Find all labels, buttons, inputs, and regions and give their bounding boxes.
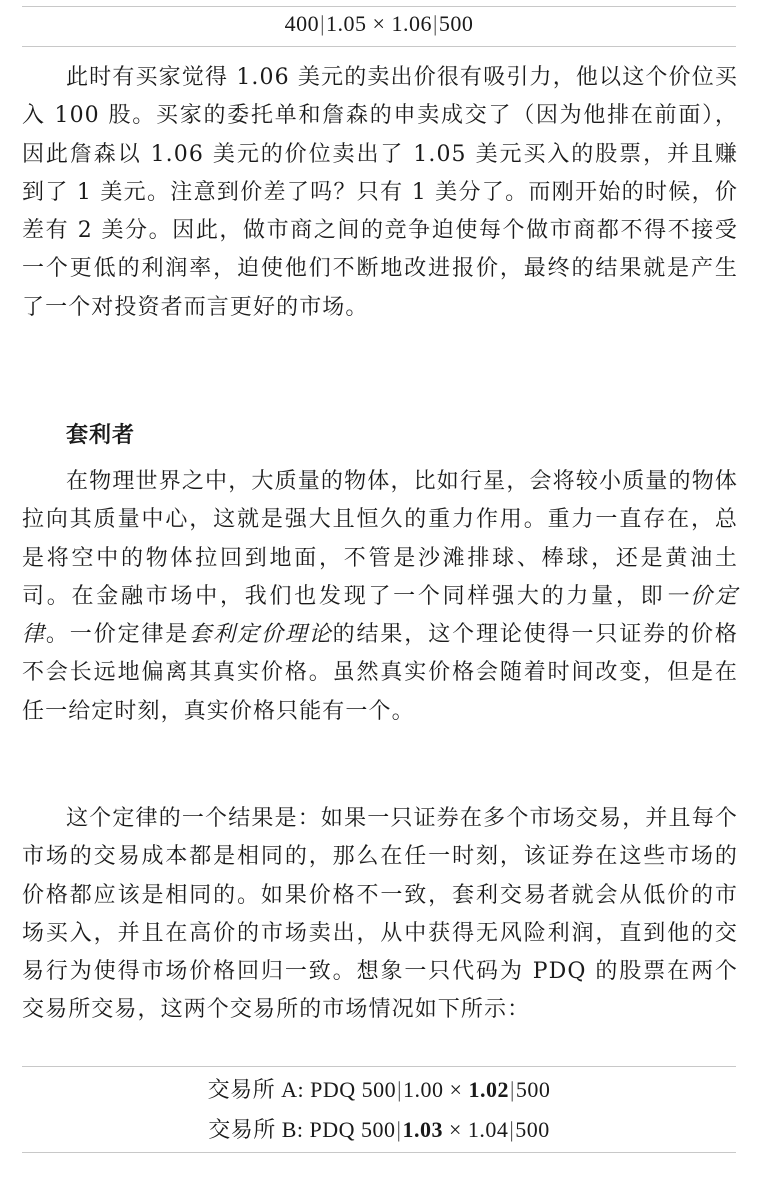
exchange-rule-bottom [22, 1152, 736, 1153]
exchange-rule-top [22, 1066, 736, 1067]
exchange-b-bid: 1.03 [402, 1117, 443, 1142]
paragraph-2-part-3: 的结果，这个理论使得一只证券的价格不会长远地偏离其真实价格。虽然真实价格会随着时间改变，但是在任一给定时刻，真实价格只能有一个。 [22, 622, 738, 724]
exchange-a-quote: 交易所 A: PDQ 500|1.00 × 1.02|500 [207, 1077, 551, 1102]
paragraph-2 [22, 463, 738, 731]
exchange-a-label: 交易所 A: PDQ 500 [207, 1077, 397, 1102]
exchange-a-times: × [449, 1077, 463, 1102]
top-quote-bid-size: 400 [284, 11, 320, 36]
exchange-b-ask-size: 500 [515, 1117, 550, 1142]
paragraph-3: 这个定律的一个结果是：如果一只证券在多个市场交易，并且每个市场的交易成本都是相同的，那么在任一时刻，该证券在这些市场的价格都应该是相同的。如果价格不一致，套利交易者就会从低价的市场买入，并且在高价的市场卖出，从中获得无风险利润，直到他的交易行为使得市场价格回归一致。想象一只代码为 PDQ 的股票在两个交易所交易，这两个交易所的市场情况如下所示： [22, 806, 738, 1023]
top-rule [22, 6, 736, 7]
exchange-b-label: 交易所 B: PDQ 500 [208, 1117, 396, 1142]
paragraph-1: 此时有买家觉得 1.06 美元的卖出价很有吸引力，他以这个价位买入 100 股。买家的委托单和詹森的申卖成交了（因为他排在前面），因此詹森以 1.06 美元的价位卖出了 1.05 美元买入的股票，并且赚到了 1 美元。注意到价差了吗？只有 1 美分了。而刚开始的时候，价差有 2 美分。因此，做市商之间的竞争迫使每个做市商都不得不接受一个更低的利润率，迫使他们不断地改进报价，最终的结果就是产生了一个对投资者而言更好的市场。 [22, 65, 738, 320]
exchange-a-bid: 1.00 [403, 1077, 444, 1102]
exchange-a-ask-size: 500 [515, 1077, 551, 1102]
top-quote: 400|1.05 × 1.06|500 [284, 11, 474, 36]
exchange-a-ask: 1.02 [468, 1077, 509, 1102]
top-quote-spread: 1.05 × 1.06 [326, 11, 432, 36]
term-arbitrage-pricing-theory: 套利定价理论 [189, 622, 333, 648]
exchange-b-times: × [448, 1117, 462, 1142]
exchange-b-quote: 交易所 B: PDQ 500|1.03 × 1.04|500 [208, 1117, 550, 1142]
paragraph-2-part-2: 。一价定律是 [45, 622, 190, 648]
top-rule-bottom [22, 46, 736, 47]
top-quote-ask-size: 500 [438, 11, 474, 36]
section-heading: 套利者 [66, 422, 136, 448]
exchange-b-ask: 1.04 [467, 1117, 509, 1142]
term-law-of-one-price: 一价定律 [22, 583, 738, 648]
paragraph-2-part-1: 在物理世界之中，大质量的物体，比如行星，会将较小质量的物体拉向其质量中心，这就是强大且恒久的重力作用。重力一直存在，总是将空中的物体拉回到地面，不管是沙滩排球、棒球，还是黄油土司。在金融市场中，我们也发现了一个同样强大的力量，即 [22, 469, 738, 609]
